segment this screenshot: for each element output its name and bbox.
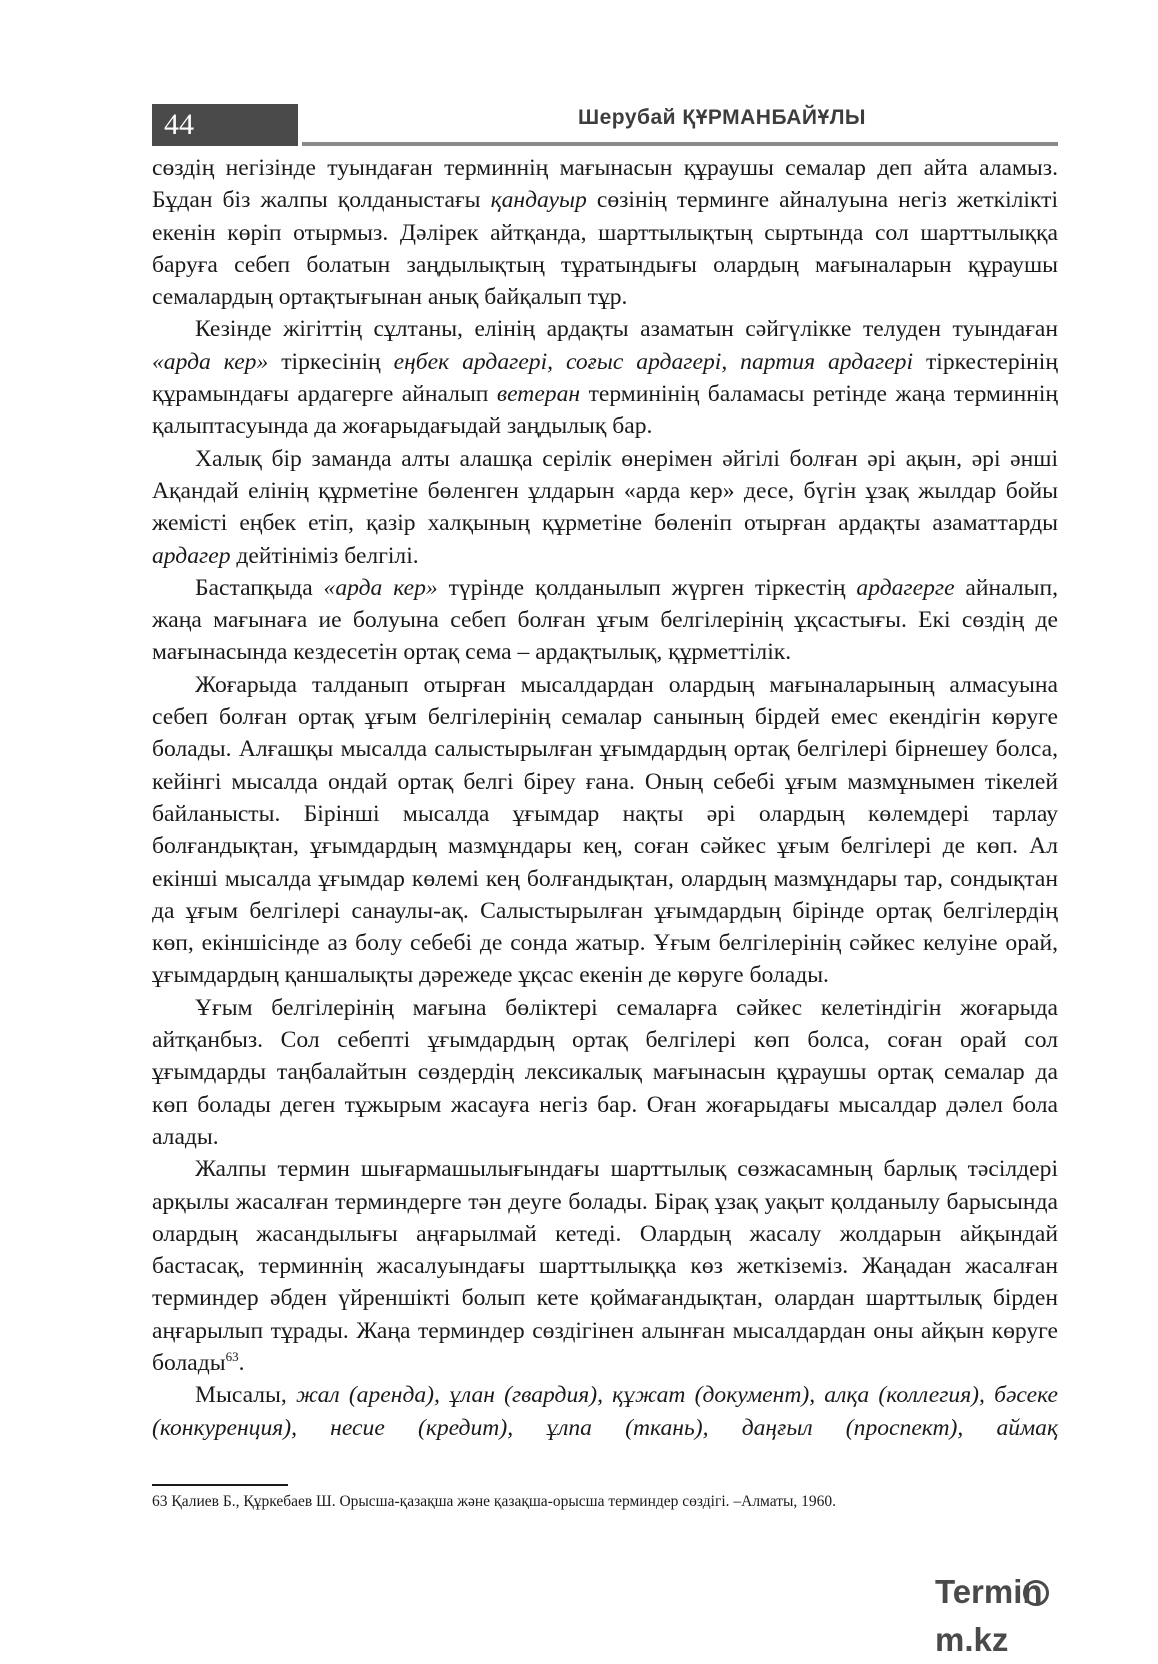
italic-term: ардагерге: [856, 574, 955, 601]
paragraph: [152, 669, 1058, 992]
watermark-text: Terminm.kz: [935, 1573, 1043, 1658]
text-run: Бастапқыда: [195, 574, 324, 601]
page-number: 44: [152, 104, 298, 146]
text-run: Ұғым белгілерінің мағына бөліктері семаларға сәйкес келетіндігін жоғарыда айтқанбыз. Сол себепті ұғымдардың ортақ белгілері көп болса, соған орай сол ұғымдарды таңбалайтын сөздердің лексикалық мағынасын құраушы ортақ семалар да көп болады деген тұжырым жасауға негіз бар. Оған жоғарыдағы мысалдар дәлел бола алады.: [152, 994, 1058, 1150]
paragraph: [152, 1153, 1058, 1379]
text-run: түрінде қолданылып жүрген тіркестің: [437, 574, 857, 601]
text-run: Халық бір заманда алты алашқа серілік өнерімен әйгілі болған әрі ақын, әрі әнші Ақандай елінің құрметіне бөленген ұлдарын «арда кер» десе, бүгін ұзақ жылдар бойы жемісті еңбек етіп, қазір халқының құрметіне бөленіп отырған ардақты азаматтарды: [152, 445, 1058, 537]
text-run: Жалпы термин шығармашылығындағы шарттылық сөзжасамның барлық тәсілдері арқылы жасалған терминдерге тән деуге болады. Бірақ ұзақ уақыт қолданылу барысында олардың жасандылығы аңғарылмай кетеді. Олардың жасалу жолдарын айқындай бастасақ, терминнің жасалуындағы шарттылыққа көз жеткіземіз. Жаңадан жасалған терминдер әбден үйреншікті болып кете қоймағандықтан, олардан шарттылық бірден аңғарылып тұрады. Жаңа терминдер сөздігінен алынған мысалдардан оны айқын көруге болады: [152, 1156, 1058, 1376]
paragraph: [152, 1379, 1058, 1444]
paragraph: [152, 572, 1058, 669]
page-header: [152, 104, 1058, 146]
italic-term: ардагер: [152, 542, 231, 569]
italic-term: қандауыр: [490, 187, 587, 214]
paragraph: [152, 152, 1058, 313]
watermark-logo: [935, 1568, 1135, 1658]
italic-term: «арда кер»: [323, 574, 438, 601]
text-run: .: [238, 1349, 245, 1376]
text-run: терминінің баламасы ретінде жаңа терминнің қалыптасуында да жоғарыдағыдай заңдылық бар.: [152, 381, 1058, 440]
text-run: айналып, жаңа мағынаға ие болуына себеп болған ұғым белгілерінің ұқсастығы. Екі сөздің де мағынасында кездесетін ортақ сема – ардақтылық, құрметтілік.: [152, 574, 1058, 666]
header-rule: [302, 142, 1058, 146]
running-head-author: Шерубай ҚҰРМАНБАЙҰЛЫ: [578, 106, 866, 129]
italic-term: жал (аренда), ұлан (гвардия), құжат (документ), алқа (коллегия), бәсеке (конкуренция), несие (кредит), ұлпа (ткань), даңғыл (проспект), аймақ: [152, 1382, 1058, 1441]
italic-term: еңбек ардагері, соғыс ардагері, партия ардагері: [393, 348, 914, 375]
text-run: Жоғарыда талданып отырған мысалдардан олардың мағыналарының алмасуына себеп болған ортақ ұғым белгілерінің семалар санының бірдей емес екендігін көруге болады. Алғашқы мысалда салыстырылған ұғымдардың ортақ белгілері бірнешеу болса, кейінгі мысалда ондай ортақ белгі біреу ғана. Оның себебі ұғым мазмұнымен тікелей байланысты. Бірінші мысалда ұғымдар нақты әрі олардың көлемдері тарлау болғандықтан, ұғымдардың мазмұндары кең, соған сәйкес ұғым белгілері де көп. Ал екінші мысалда ұғымдар көлемі кең болғандықтан, олардың мазмұндары тар, сондықтан да ұғым белгілері санаулы-ақ. Салыстырылған ұғымдардың бірінде ортақ белгілердің көп, екіншісінде аз болу себебі де сонда жатыр. Ұғым белгілерінің сәйкес келуіне орай, ұғымдардың қаншалықты дәрежеде ұқсас екенін де көруге болады.: [152, 671, 1058, 989]
text-run: Кезінде жігіттің сұлтаны, елінің ардақты азаматын сәйгүлікке телуден туындаған: [195, 316, 1058, 343]
text-run: тіркесінің: [268, 348, 394, 375]
body-text: [152, 152, 1058, 1444]
text-run: сөздің негізінде туындаған терминнің мағынасын құраушы семалар деп айта аламыз. Бұдан біз жалпы қолданыстағы: [152, 155, 1058, 214]
text-run: тіркестерінің құрамындағы ардагерге айналып: [152, 348, 1058, 408]
paragraph: [152, 443, 1058, 572]
paragraph: [152, 313, 1058, 442]
italic-term: «арда кер»: [152, 348, 269, 375]
italic-term: ветеран: [496, 381, 581, 408]
footnote: 63 Қалиев Б., Құркебаев Ш. Орысша-қазақша және қазақша-орысша терминдер сөздігі. –Алматы, 1960.: [152, 1493, 837, 1510]
footnote-ref: 63: [225, 1349, 239, 1365]
text-run: дейтініміз белгілі.: [230, 542, 419, 569]
text-run: Мысалы,: [195, 1382, 296, 1409]
text-run: сөзінің терминге айналуына негіз жеткілікті екенін көріп отырмыз. Дәлірек айтқанда, шарттылықтың сыртында сол шарттылыққа баруға себеп болатын заңдылықтың тұратындығы олардың мағыналарын құраушы семалардың ортақтығынан анық байқалып тұр.: [152, 187, 1058, 311]
footnote-separator: [152, 1484, 288, 1486]
globe-icon: [1023, 1580, 1049, 1606]
paragraph: [152, 992, 1058, 1153]
